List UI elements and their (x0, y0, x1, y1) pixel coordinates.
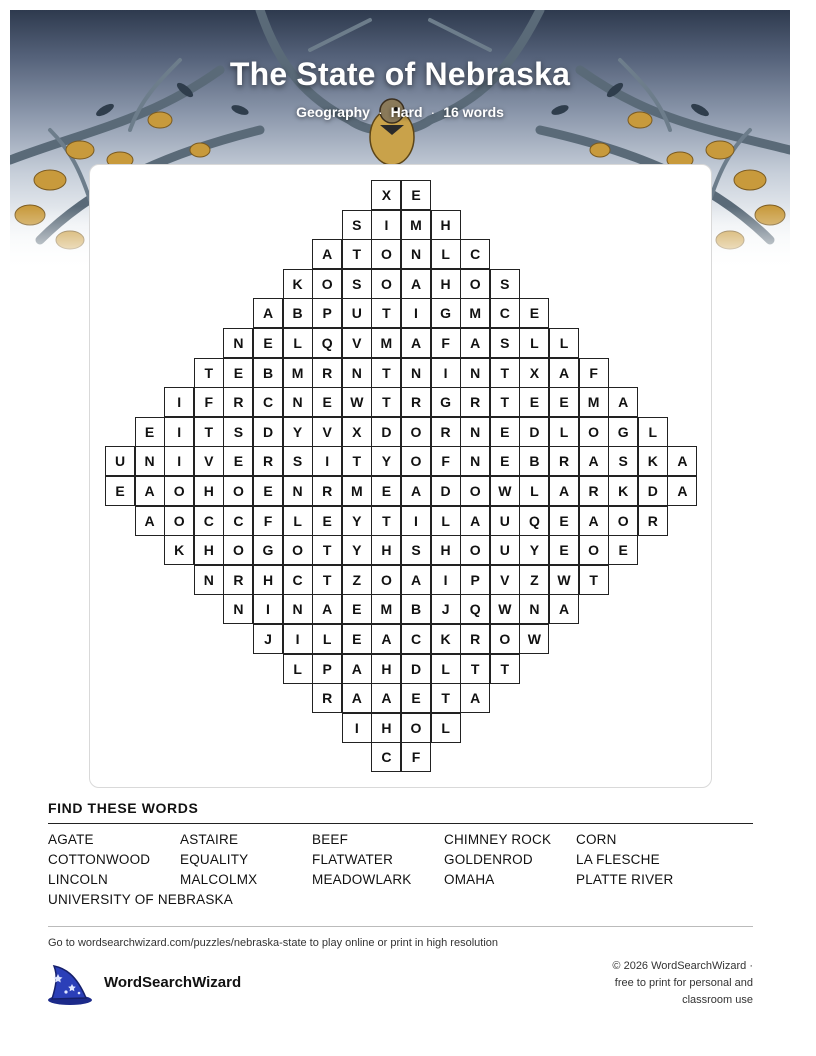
grid-cell[interactable]: S (342, 210, 372, 240)
grid-cell[interactable]: S (223, 417, 253, 447)
grid-cell[interactable]: E (401, 683, 431, 713)
grid-cell[interactable]: D (519, 417, 549, 447)
grid-cell[interactable]: R (431, 417, 461, 447)
grid-cell[interactable]: U (490, 535, 520, 565)
grid-cell[interactable]: P (312, 654, 342, 684)
grid-cell[interactable]: O (579, 535, 609, 565)
meta-separator: · (430, 104, 436, 120)
grid-cell[interactable]: O (401, 417, 431, 447)
grid-cell[interactable]: M (579, 387, 609, 417)
grid-cell[interactable]: G (608, 417, 638, 447)
grid-cell[interactable]: L (283, 328, 313, 358)
grid-cell[interactable]: A (371, 624, 401, 654)
grid-cell[interactable]: G (253, 535, 283, 565)
grid-cell[interactable]: O (460, 535, 490, 565)
grid-cell[interactable]: C (283, 565, 313, 595)
grid-cell[interactable]: T (371, 358, 401, 388)
grid-cell[interactable]: A (549, 358, 579, 388)
grid-cell[interactable]: C (223, 506, 253, 536)
grid-cell[interactable]: M (371, 594, 401, 624)
grid-cell[interactable]: A (460, 506, 490, 536)
grid-cell[interactable]: E (135, 417, 165, 447)
grid-cell[interactable]: L (638, 417, 668, 447)
grid-cell[interactable]: A (460, 328, 490, 358)
grid-cell[interactable]: O (460, 269, 490, 299)
grid-cell[interactable]: N (283, 476, 313, 506)
grid-cell[interactable]: A (549, 476, 579, 506)
grid-cell[interactable]: V (490, 565, 520, 595)
grid-cell[interactable]: R (579, 476, 609, 506)
grid-cell[interactable]: A (135, 506, 165, 536)
puzzle-card (89, 164, 712, 788)
grid-cell[interactable]: T (342, 239, 372, 269)
grid-cell[interactable]: R (638, 506, 668, 536)
grid-cell[interactable]: E (342, 624, 372, 654)
grid-cell[interactable]: O (283, 535, 313, 565)
grid-cell[interactable]: H (431, 269, 461, 299)
grid-cell[interactable]: K (164, 535, 194, 565)
grid-cell[interactable]: V (312, 417, 342, 447)
grid-cell[interactable]: A (253, 298, 283, 328)
grid-cell[interactable]: E (312, 387, 342, 417)
grid-cell[interactable]: L (549, 417, 579, 447)
grid-cell[interactable]: L (431, 713, 461, 743)
grid-cell[interactable]: R (401, 387, 431, 417)
grid-cell[interactable]: R (549, 446, 579, 476)
grid-cell[interactable]: A (342, 654, 372, 684)
grid-cell[interactable]: E (608, 535, 638, 565)
grid-cell[interactable]: V (194, 446, 224, 476)
word-item: FLATWATER (312, 852, 394, 867)
divider (48, 823, 753, 824)
grid-cell[interactable]: E (223, 358, 253, 388)
grid-cell[interactable]: I (283, 624, 313, 654)
grid-cell[interactable]: Q (312, 328, 342, 358)
word-item: LA FLESCHE (576, 852, 660, 867)
word-list-heading: FIND THESE WORDS (48, 800, 199, 816)
grid-cell[interactable]: D (638, 476, 668, 506)
grid-cell[interactable]: L (431, 239, 461, 269)
grid-cell[interactable]: L (283, 654, 313, 684)
copyright-notice (583, 958, 753, 1009)
grid-cell[interactable]: G (431, 387, 461, 417)
word-item: AGATE (48, 832, 94, 847)
grid-cell[interactable]: R (223, 565, 253, 595)
grid-cell[interactable]: O (401, 713, 431, 743)
grid-cell[interactable]: X (519, 358, 549, 388)
copyright-line: © 2026 WordSearchWizard · (612, 960, 753, 972)
grid-cell[interactable]: A (401, 269, 431, 299)
grid-cell[interactable]: N (135, 446, 165, 476)
grid-cell[interactable]: K (283, 269, 313, 299)
grid-cell[interactable]: T (342, 446, 372, 476)
grid-cell[interactable]: E (401, 180, 431, 210)
grid-cell[interactable]: C (253, 387, 283, 417)
grid-cell[interactable]: N (283, 594, 313, 624)
grid-cell[interactable]: E (312, 506, 342, 536)
grid-cell[interactable]: I (312, 446, 342, 476)
grid-cell[interactable]: O (312, 269, 342, 299)
grid-cell[interactable]: A (401, 476, 431, 506)
grid-cell[interactable]: U (490, 506, 520, 536)
grid-cell[interactable]: H (371, 654, 401, 684)
grid-cell[interactable]: X (371, 180, 401, 210)
page-title: The State of Nebraska (229, 56, 571, 92)
grid-cell[interactable]: A (312, 239, 342, 269)
grid-cell[interactable]: M (460, 298, 490, 328)
grid-cell[interactable]: N (460, 446, 490, 476)
grid-cell[interactable]: I (164, 446, 194, 476)
grid-cell[interactable]: R (312, 358, 342, 388)
grid-cell[interactable]: Y (519, 535, 549, 565)
grid-cell[interactable]: I (371, 210, 401, 240)
grid-cell[interactable]: W (490, 594, 520, 624)
word-item: BEEF (312, 832, 349, 847)
grid-cell[interactable]: C (371, 742, 401, 772)
grid-cell[interactable]: E (223, 446, 253, 476)
grid-cell[interactable]: G (431, 298, 461, 328)
grid-cell[interactable]: Z (519, 565, 549, 595)
grid-cell[interactable]: A (371, 683, 401, 713)
grid-cell[interactable]: L (549, 328, 579, 358)
category-label: Geography (296, 104, 370, 120)
grid-cell[interactable]: J (253, 624, 283, 654)
word-item: PLATTE RIVER (576, 872, 674, 887)
word-item: EQUALITY (180, 852, 249, 867)
word-item: CORN (576, 832, 617, 847)
difficulty-label: Hard (390, 104, 423, 120)
grid-cell[interactable]: T (194, 358, 224, 388)
grid-cell[interactable]: O (371, 565, 401, 595)
grid-cell[interactable]: T (371, 298, 401, 328)
grid-cell[interactable]: E (490, 417, 520, 447)
word-item: OMAHA (444, 872, 495, 887)
grid-cell[interactable]: F (401, 742, 431, 772)
grid-cell[interactable]: H (371, 713, 401, 743)
word-item: MALCOLMX (180, 872, 258, 887)
grid-cell[interactable]: I (401, 506, 431, 536)
grid-cell[interactable]: K (431, 624, 461, 654)
grid-cell[interactable]: F (431, 446, 461, 476)
grid-cell[interactable]: T (490, 654, 520, 684)
grid-cell[interactable]: U (105, 446, 135, 476)
grid-cell[interactable]: D (253, 417, 283, 447)
grid-cell[interactable]: N (401, 358, 431, 388)
copyright-line: free to print for personal and (614, 977, 753, 989)
grid-cell[interactable]: A (667, 476, 697, 506)
grid-cell[interactable]: W (342, 387, 372, 417)
grid-cell[interactable]: A (401, 328, 431, 358)
grid-cell[interactable]: Z (342, 565, 372, 595)
word-count-label: 16 words (443, 104, 504, 120)
grid-cell[interactable]: B (519, 446, 549, 476)
grid-cell[interactable]: R (460, 387, 490, 417)
grid-cell[interactable]: E (549, 387, 579, 417)
grid-cell[interactable]: O (401, 446, 431, 476)
grid-cell[interactable]: O (371, 239, 401, 269)
grid-cell[interactable]: A (579, 446, 609, 476)
grid-cell[interactable]: S (608, 446, 638, 476)
brand-name: WordSearchWizard (104, 974, 242, 991)
grid-cell[interactable]: T (194, 417, 224, 447)
grid-cell[interactable]: I (431, 358, 461, 388)
grid-cell[interactable]: C (490, 298, 520, 328)
word-item: UNIVERSITY OF NEBRASKA (48, 892, 233, 907)
grid-cell[interactable]: M (283, 358, 313, 388)
grid-cell[interactable]: O (164, 476, 194, 506)
grid-cell[interactable]: R (312, 683, 342, 713)
grid-cell[interactable]: H (194, 535, 224, 565)
grid-cell[interactable]: E (549, 535, 579, 565)
grid-cell[interactable]: A (579, 506, 609, 536)
grid-cell[interactable]: A (342, 683, 372, 713)
grid-cell[interactable]: S (490, 269, 520, 299)
grid-cell[interactable]: O (223, 476, 253, 506)
grid-cell[interactable]: H (431, 210, 461, 240)
grid-cell[interactable]: X (342, 417, 372, 447)
grid-cell[interactable]: L (519, 476, 549, 506)
grid-cell[interactable]: A (608, 387, 638, 417)
grid-cell[interactable]: N (194, 565, 224, 595)
grid-cell[interactable]: O (579, 417, 609, 447)
grid-cell[interactable]: N (519, 594, 549, 624)
grid-cell[interactable]: A (312, 594, 342, 624)
grid-cell[interactable]: T (312, 535, 342, 565)
copyright-line: classroom use (682, 994, 753, 1006)
grid-cell[interactable]: N (223, 594, 253, 624)
puzzle-meta (0, 104, 800, 120)
grid-cell[interactable]: F (253, 506, 283, 536)
grid-cell[interactable]: A (549, 594, 579, 624)
grid-cell[interactable]: C (401, 624, 431, 654)
grid-cell[interactable]: L (312, 624, 342, 654)
grid-cell[interactable]: F (194, 387, 224, 417)
grid-cell[interactable]: N (401, 239, 431, 269)
grid-cell[interactable]: D (401, 654, 431, 684)
grid-cell[interactable]: I (164, 417, 194, 447)
grid-cell[interactable]: N (460, 417, 490, 447)
grid-cell[interactable]: N (283, 387, 313, 417)
grid-cell[interactable]: N (342, 358, 372, 388)
grid-cell[interactable]: E (105, 476, 135, 506)
grid-cell[interactable]: O (608, 506, 638, 536)
grid-cell[interactable]: T (490, 358, 520, 388)
grid-cell[interactable]: K (638, 446, 668, 476)
grid-cell[interactable]: R (223, 387, 253, 417)
grid-cell[interactable]: L (519, 328, 549, 358)
grid-cell[interactable]: T (371, 387, 401, 417)
meta-separator: · (377, 104, 383, 120)
grid-cell[interactable]: R (253, 446, 283, 476)
grid-cell[interactable]: T (371, 506, 401, 536)
play-online-link[interactable]: Go to wordsearchwizard.com/puzzles/nebraska-state to play online or print in high resolution (48, 937, 499, 949)
grid-cell[interactable]: E (253, 476, 283, 506)
grid-cell[interactable]: T (312, 565, 342, 595)
grid-cell[interactable]: B (253, 358, 283, 388)
grid-cell[interactable]: C (460, 239, 490, 269)
grid-cell[interactable]: I (431, 565, 461, 595)
grid-cell[interactable]: J (431, 594, 461, 624)
grid-cell[interactable]: Y (342, 506, 372, 536)
grid-cell[interactable]: A (401, 565, 431, 595)
word-item: CHIMNEY ROCK (444, 832, 552, 847)
word-item: ASTAIRE (180, 832, 239, 847)
grid-cell[interactable]: O (371, 269, 401, 299)
grid-cell[interactable]: E (253, 328, 283, 358)
grid-cell[interactable]: O (164, 506, 194, 536)
grid-cell[interactable]: Y (342, 535, 372, 565)
grid-cell[interactable]: D (371, 417, 401, 447)
grid-cell[interactable]: T (431, 683, 461, 713)
grid-cell[interactable]: E (342, 594, 372, 624)
grid-cell[interactable]: O (223, 535, 253, 565)
grid-cell[interactable]: L (431, 654, 461, 684)
grid-cell[interactable]: Y (371, 446, 401, 476)
grid-cell[interactable]: A (135, 476, 165, 506)
grid-cell[interactable]: E (519, 298, 549, 328)
grid-cell[interactable]: O (490, 624, 520, 654)
grid-cell[interactable]: O (460, 476, 490, 506)
grid-cell[interactable]: F (579, 358, 609, 388)
grid-cell[interactable]: T (490, 387, 520, 417)
grid-cell[interactable]: B (401, 594, 431, 624)
grid-cell[interactable]: H (253, 565, 283, 595)
grid-cell[interactable]: I (342, 713, 372, 743)
grid-cell[interactable]: P (312, 298, 342, 328)
grid-cell[interactable]: M (342, 476, 372, 506)
grid-cell[interactable]: S (342, 269, 372, 299)
grid-cell[interactable]: T (460, 654, 490, 684)
grid-cell[interactable]: W (490, 476, 520, 506)
grid-cell[interactable]: V (342, 328, 372, 358)
grid-cell[interactable]: M (401, 210, 431, 240)
grid-cell[interactable]: F (431, 328, 461, 358)
word-item: COTTONWOOD (48, 852, 151, 867)
grid-cell[interactable]: Q (460, 594, 490, 624)
grid-cell[interactable]: C (194, 506, 224, 536)
grid-cell[interactable]: E (519, 387, 549, 417)
grid-cell[interactable]: I (253, 594, 283, 624)
grid-cell[interactable]: L (431, 506, 461, 536)
grid-cell[interactable]: K (608, 476, 638, 506)
wizard-hat-icon (46, 962, 94, 1006)
grid-cell[interactable]: B (283, 298, 313, 328)
grid-cell[interactable]: A (667, 446, 697, 476)
grid-cell[interactable]: S (283, 446, 313, 476)
grid-cell[interactable]: H (194, 476, 224, 506)
grid-cell[interactable]: E (371, 476, 401, 506)
grid-cell[interactable]: P (460, 565, 490, 595)
grid-cell[interactable]: L (283, 506, 313, 536)
grid-cell[interactable]: D (431, 476, 461, 506)
grid-cell[interactable]: S (490, 328, 520, 358)
word-item: LINCOLN (48, 872, 108, 887)
grid-cell[interactable]: Y (283, 417, 313, 447)
grid-cell[interactable]: S (401, 535, 431, 565)
grid-cell[interactable]: Q (519, 506, 549, 536)
grid-cell[interactable]: E (549, 506, 579, 536)
grid-cell[interactable]: R (312, 476, 342, 506)
grid-cell[interactable]: N (223, 328, 253, 358)
grid-cell[interactable]: A (460, 683, 490, 713)
grid-cell[interactable]: T (579, 565, 609, 595)
grid-cell[interactable]: I (401, 298, 431, 328)
grid-cell[interactable]: W (549, 565, 579, 595)
grid-cell[interactable]: U (342, 298, 372, 328)
word-item: GOLDENROD (444, 852, 533, 867)
grid-cell[interactable]: E (490, 446, 520, 476)
grid-cell[interactable]: N (460, 358, 490, 388)
grid-cell[interactable]: I (164, 387, 194, 417)
word-item: MEADOWLARK (312, 872, 412, 887)
grid-cell[interactable]: W (519, 624, 549, 654)
grid-cell[interactable]: R (460, 624, 490, 654)
grid-cell[interactable]: M (371, 328, 401, 358)
divider (48, 926, 753, 927)
grid-cell[interactable]: H (371, 535, 401, 565)
grid-cell[interactable]: H (431, 535, 461, 565)
